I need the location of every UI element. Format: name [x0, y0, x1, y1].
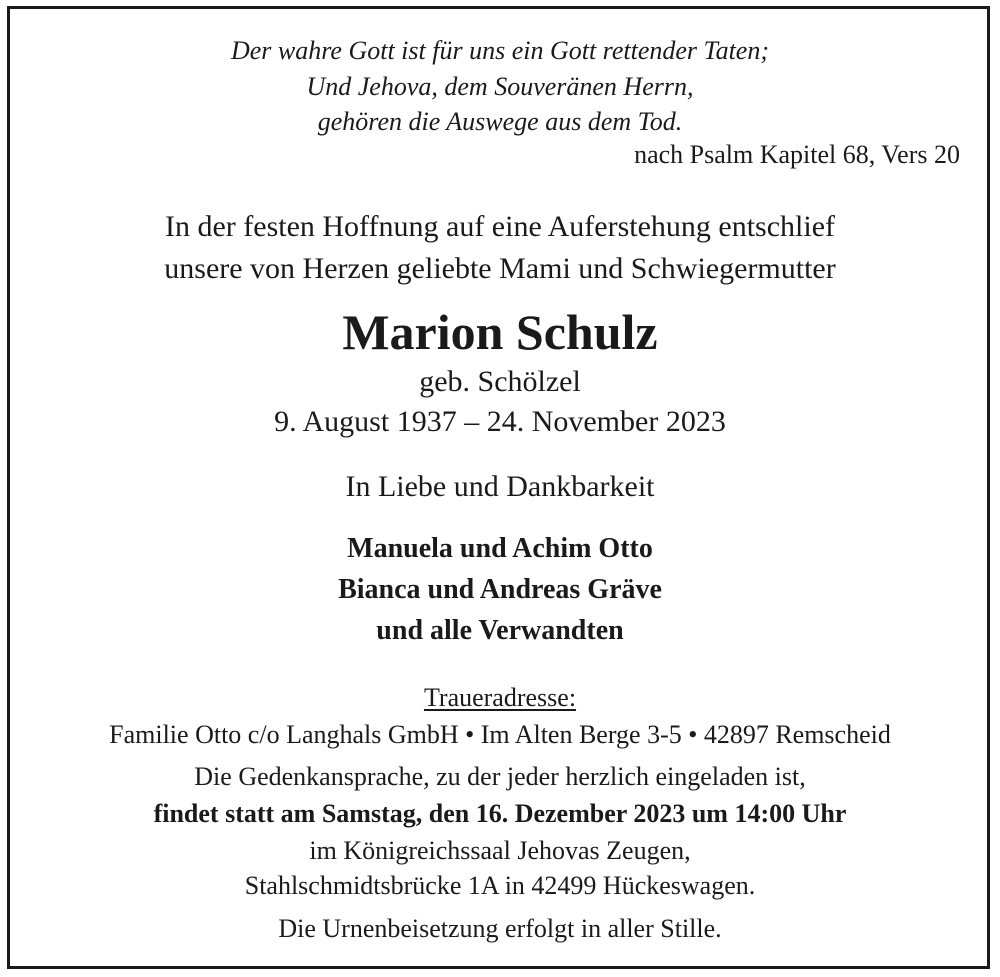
memorial-line-4: Stahlschmidtsbrücke 1A in 42499 Hückeswagen.: [244, 871, 756, 900]
address-text: Familie Otto c/o Langhals GmbH • Im Alten Berge 3-5 • 42897 Remscheid: [109, 720, 891, 749]
address-label-row: [0, 683, 1000, 713]
mourner-line-1: Manuela und Achim Otto: [347, 533, 653, 564]
birth-name: geb. Schölzel: [419, 365, 581, 398]
life-dates: 9. August 1937 – 24. November 2023: [274, 405, 726, 438]
memorial-line-2: findet statt am Samstag, den 16. Dezember 2023 um 14:00 Uhr: [153, 799, 847, 828]
announcement-line-1: In der festen Hoffnung auf eine Auferstehung entschlief: [164, 210, 836, 243]
announcement-line-2: unsere von Herzen geliebte Mami und Schwiegermutter: [164, 252, 836, 285]
mourner-line-3: und alle Verwandten: [376, 615, 624, 646]
verse-source: nach Psalm Kapitel 68, Vers 20: [634, 140, 960, 169]
address-label: Traueradresse:: [423, 683, 577, 712]
verse-line-2: Und Jehova, dem Souveränen Herrn,: [306, 72, 694, 101]
verse-line-1: Der wahre Gott ist für uns ein Gott rettender Taten;: [230, 36, 770, 65]
closing-phrase: In Liebe und Dankbarkeit: [345, 470, 655, 503]
mourner-line-2: Bianca und Andreas Gräve: [338, 574, 662, 605]
memorial-line-3: im Königreichssaal Jehovas Zeugen,: [309, 836, 691, 865]
memorial-line-1: Die Gedenkansprache, zu der jeder herzlich eingeladen ist,: [194, 762, 806, 791]
verse-line-3: gehören die Auswege aus dem Tod.: [317, 107, 683, 136]
deceased-name: Marion Schulz: [342, 304, 658, 360]
burial-note: Die Urnenbeisetzung erfolgt in aller Stille.: [278, 914, 722, 943]
